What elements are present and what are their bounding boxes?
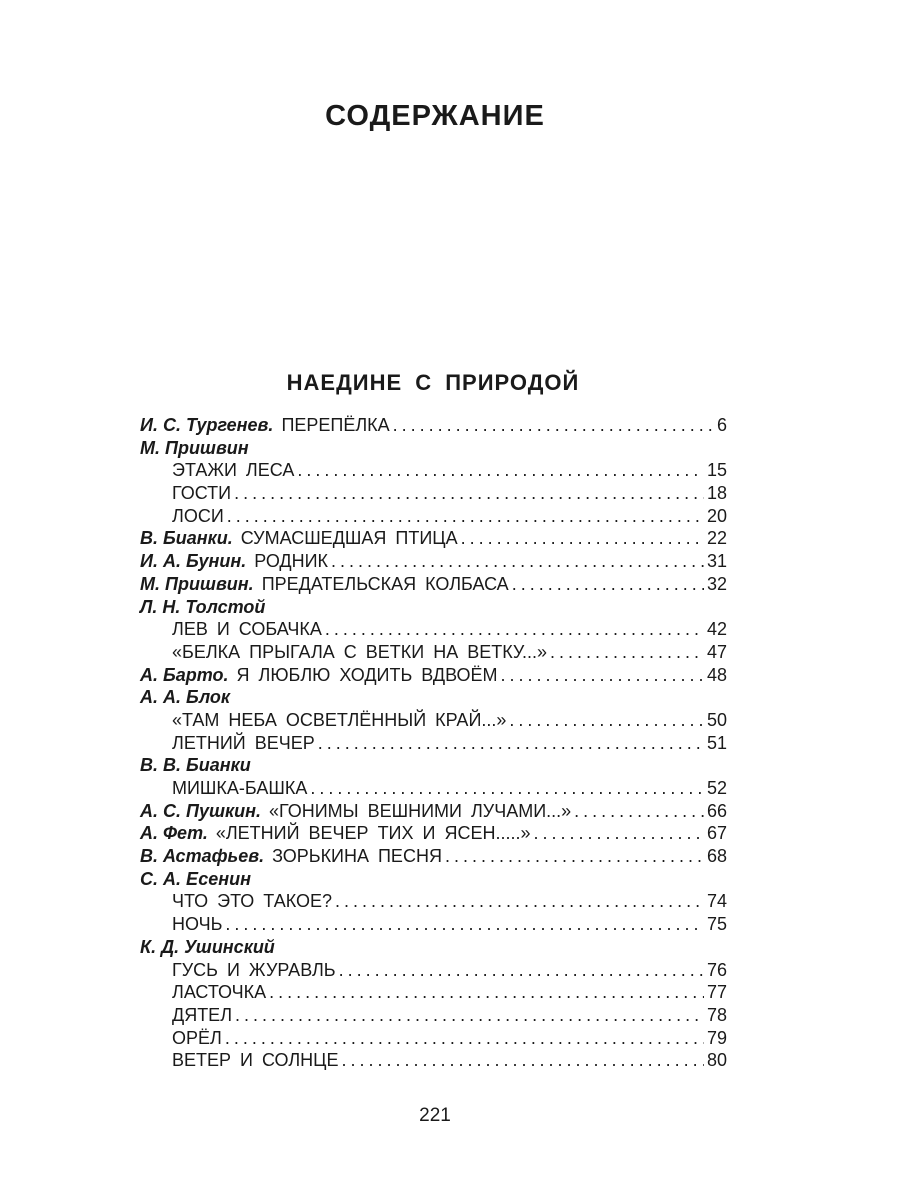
page-title: СОДЕРЖАНИЕ	[325, 100, 545, 132]
toc-author: А. Фет.	[140, 823, 208, 844]
toc-entry	[140, 1004, 727, 1027]
toc-author: В. Астафьев.	[140, 846, 265, 867]
toc-entry	[140, 732, 727, 755]
dot-leader	[574, 800, 704, 823]
toc-entry	[140, 550, 727, 573]
table-of-contents	[140, 414, 727, 1072]
dot-leader	[393, 414, 714, 437]
toc-author: К. Д. Ушинский	[140, 936, 275, 957]
dot-leader	[509, 709, 704, 732]
toc-page-number: 66	[706, 800, 727, 821]
toc-entry	[140, 709, 727, 732]
toc-page-number: 50	[706, 709, 727, 730]
toc-author: И. С. Тургенев.	[140, 415, 274, 435]
toc-page-number: 51	[706, 732, 727, 753]
dot-leader	[550, 641, 704, 664]
toc-page-number: 80	[706, 1050, 727, 1071]
toc-title: ЭТАЖИ ЛЕСА	[172, 460, 295, 481]
toc-entry	[140, 527, 727, 550]
toc-page-number: 22	[706, 528, 727, 549]
dot-leader	[227, 505, 704, 528]
dot-leader	[318, 732, 704, 755]
toc-entry	[140, 664, 727, 687]
dot-leader	[269, 981, 704, 1004]
toc-entry	[140, 959, 727, 982]
toc-entry	[140, 845, 727, 868]
toc-entry	[140, 505, 727, 528]
toc-title: ЗОРЬКИНА ПЕСНЯ	[272, 846, 442, 867]
toc-page-number: 47	[706, 641, 727, 662]
toc-title: ДЯТЕЛ	[172, 1004, 233, 1025]
toc-entry	[140, 1027, 727, 1050]
dot-leader	[335, 890, 704, 913]
dot-leader	[331, 550, 704, 573]
toc-page-number: 42	[706, 619, 727, 640]
toc-page-number: 31	[706, 551, 727, 572]
toc-author: А. А. Блок	[140, 687, 231, 708]
toc-title: ЛЕВ И СОБАЧКА	[172, 619, 322, 640]
toc-entry	[140, 641, 727, 664]
dot-leader	[501, 664, 704, 687]
toc-page-number: 68	[706, 846, 727, 867]
toc-entry	[140, 1049, 727, 1072]
dot-leader	[225, 913, 704, 936]
toc-entry	[140, 777, 727, 800]
toc-title: ПЕРЕПЁЛКА	[281, 415, 390, 435]
toc-page-number: 79	[706, 1027, 727, 1048]
toc-title: ЛАСТОЧКА	[172, 982, 267, 1003]
toc-title: «ГОНИМЫ ВЕШНИМИ ЛУЧАМИ...»	[268, 800, 572, 821]
toc-page-number: 76	[706, 959, 727, 980]
toc-author: А. Барто.	[140, 664, 229, 685]
toc-page-number: 67	[706, 823, 727, 844]
toc-author-heading	[140, 596, 727, 619]
toc-page-number: 75	[706, 914, 727, 935]
toc-title: МИШКА-БАШКА	[172, 778, 308, 798]
toc-page-number: 32	[706, 573, 727, 594]
toc-entry	[140, 800, 727, 823]
toc-entry	[140, 482, 727, 505]
toc-title: ВЕТЕР И СОЛНЦЕ	[172, 1050, 339, 1071]
dot-leader	[533, 822, 704, 845]
toc-title: РОДНИК	[254, 551, 329, 572]
toc-entry	[140, 573, 727, 596]
toc-entry	[140, 913, 727, 936]
toc-page-number: 18	[706, 483, 727, 504]
dot-leader	[235, 1004, 704, 1027]
toc-page-number: 52	[706, 778, 727, 798]
toc-author: В. В. Бианки	[140, 755, 251, 776]
toc-author: В. Бианки.	[140, 528, 233, 549]
toc-author-heading	[140, 686, 727, 709]
toc-author: М. Пришвин.	[140, 573, 254, 594]
toc-author: А. С. Пушкин.	[140, 800, 261, 821]
dot-leader	[325, 618, 704, 641]
toc-page-number: 20	[706, 505, 727, 526]
page-number: 221	[419, 1105, 451, 1126]
toc-author-heading	[140, 868, 727, 891]
toc-author-heading	[140, 936, 727, 959]
toc-entry	[140, 890, 727, 913]
toc-page-number: 15	[706, 460, 727, 481]
dot-leader	[297, 459, 704, 482]
toc-author-heading	[140, 437, 727, 460]
toc-title: ГУСЬ И ЖУРАВЛЬ	[172, 959, 336, 980]
toc-title: «ТАМ НЕБА ОСВЕТЛЁННЫЙ КРАЙ...»	[172, 709, 507, 730]
toc-author: И. А. Бунин.	[140, 551, 247, 572]
toc-author-heading	[140, 754, 727, 777]
toc-page-number: 78	[706, 1004, 727, 1025]
dot-leader	[342, 1049, 704, 1072]
toc-title: «ЛЕТНИЙ ВЕЧЕР ТИХ И ЯСЕН.....»	[215, 823, 531, 844]
toc-author: С. А. Есенин	[140, 868, 251, 889]
dot-leader	[225, 1027, 704, 1050]
toc-title: ГОСТИ	[172, 483, 232, 504]
toc-entry	[140, 618, 727, 641]
toc-page-number: 48	[706, 664, 727, 685]
toc-page-number: 77	[706, 982, 727, 1003]
dot-leader	[445, 845, 704, 868]
toc-entry	[140, 414, 727, 437]
toc-title: ОРЁЛ	[172, 1027, 222, 1048]
dot-leader	[339, 959, 704, 982]
toc-title: СУМАСШЕДШАЯ ПТИЦА	[240, 528, 458, 549]
dot-leader	[310, 777, 704, 800]
toc-author: Л. Н. Толстой	[140, 596, 266, 617]
toc-title: ЛОСИ	[172, 505, 224, 526]
toc-page-number: 74	[706, 891, 727, 912]
dot-leader	[461, 527, 704, 550]
toc-entry	[140, 459, 727, 482]
section-title: НАЕДИНЕ С ПРИРОДОЙ	[286, 370, 580, 395]
toc-title: «БЕЛКА ПРЫГАЛА С ВЕТКИ НА ВЕТКУ...»	[172, 641, 547, 662]
toc-title: ЛЕТНИЙ ВЕЧЕР	[172, 732, 315, 753]
toc-author: М. Пришвин	[140, 437, 249, 458]
toc-entry	[140, 822, 727, 845]
toc-title: ЧТО ЭТО ТАКОЕ?	[172, 891, 333, 912]
toc-title: Я ЛЮБЛЮ ХОДИТЬ ВДВОЁМ	[236, 664, 498, 685]
toc-page-number: 6	[716, 415, 727, 435]
toc-title: ПРЕДАТЕЛЬСКАЯ КОЛБАСА	[261, 573, 509, 594]
dot-leader	[234, 482, 704, 505]
toc-entry	[140, 981, 727, 1004]
dot-leader	[512, 573, 704, 596]
toc-title: НОЧЬ	[172, 914, 223, 935]
